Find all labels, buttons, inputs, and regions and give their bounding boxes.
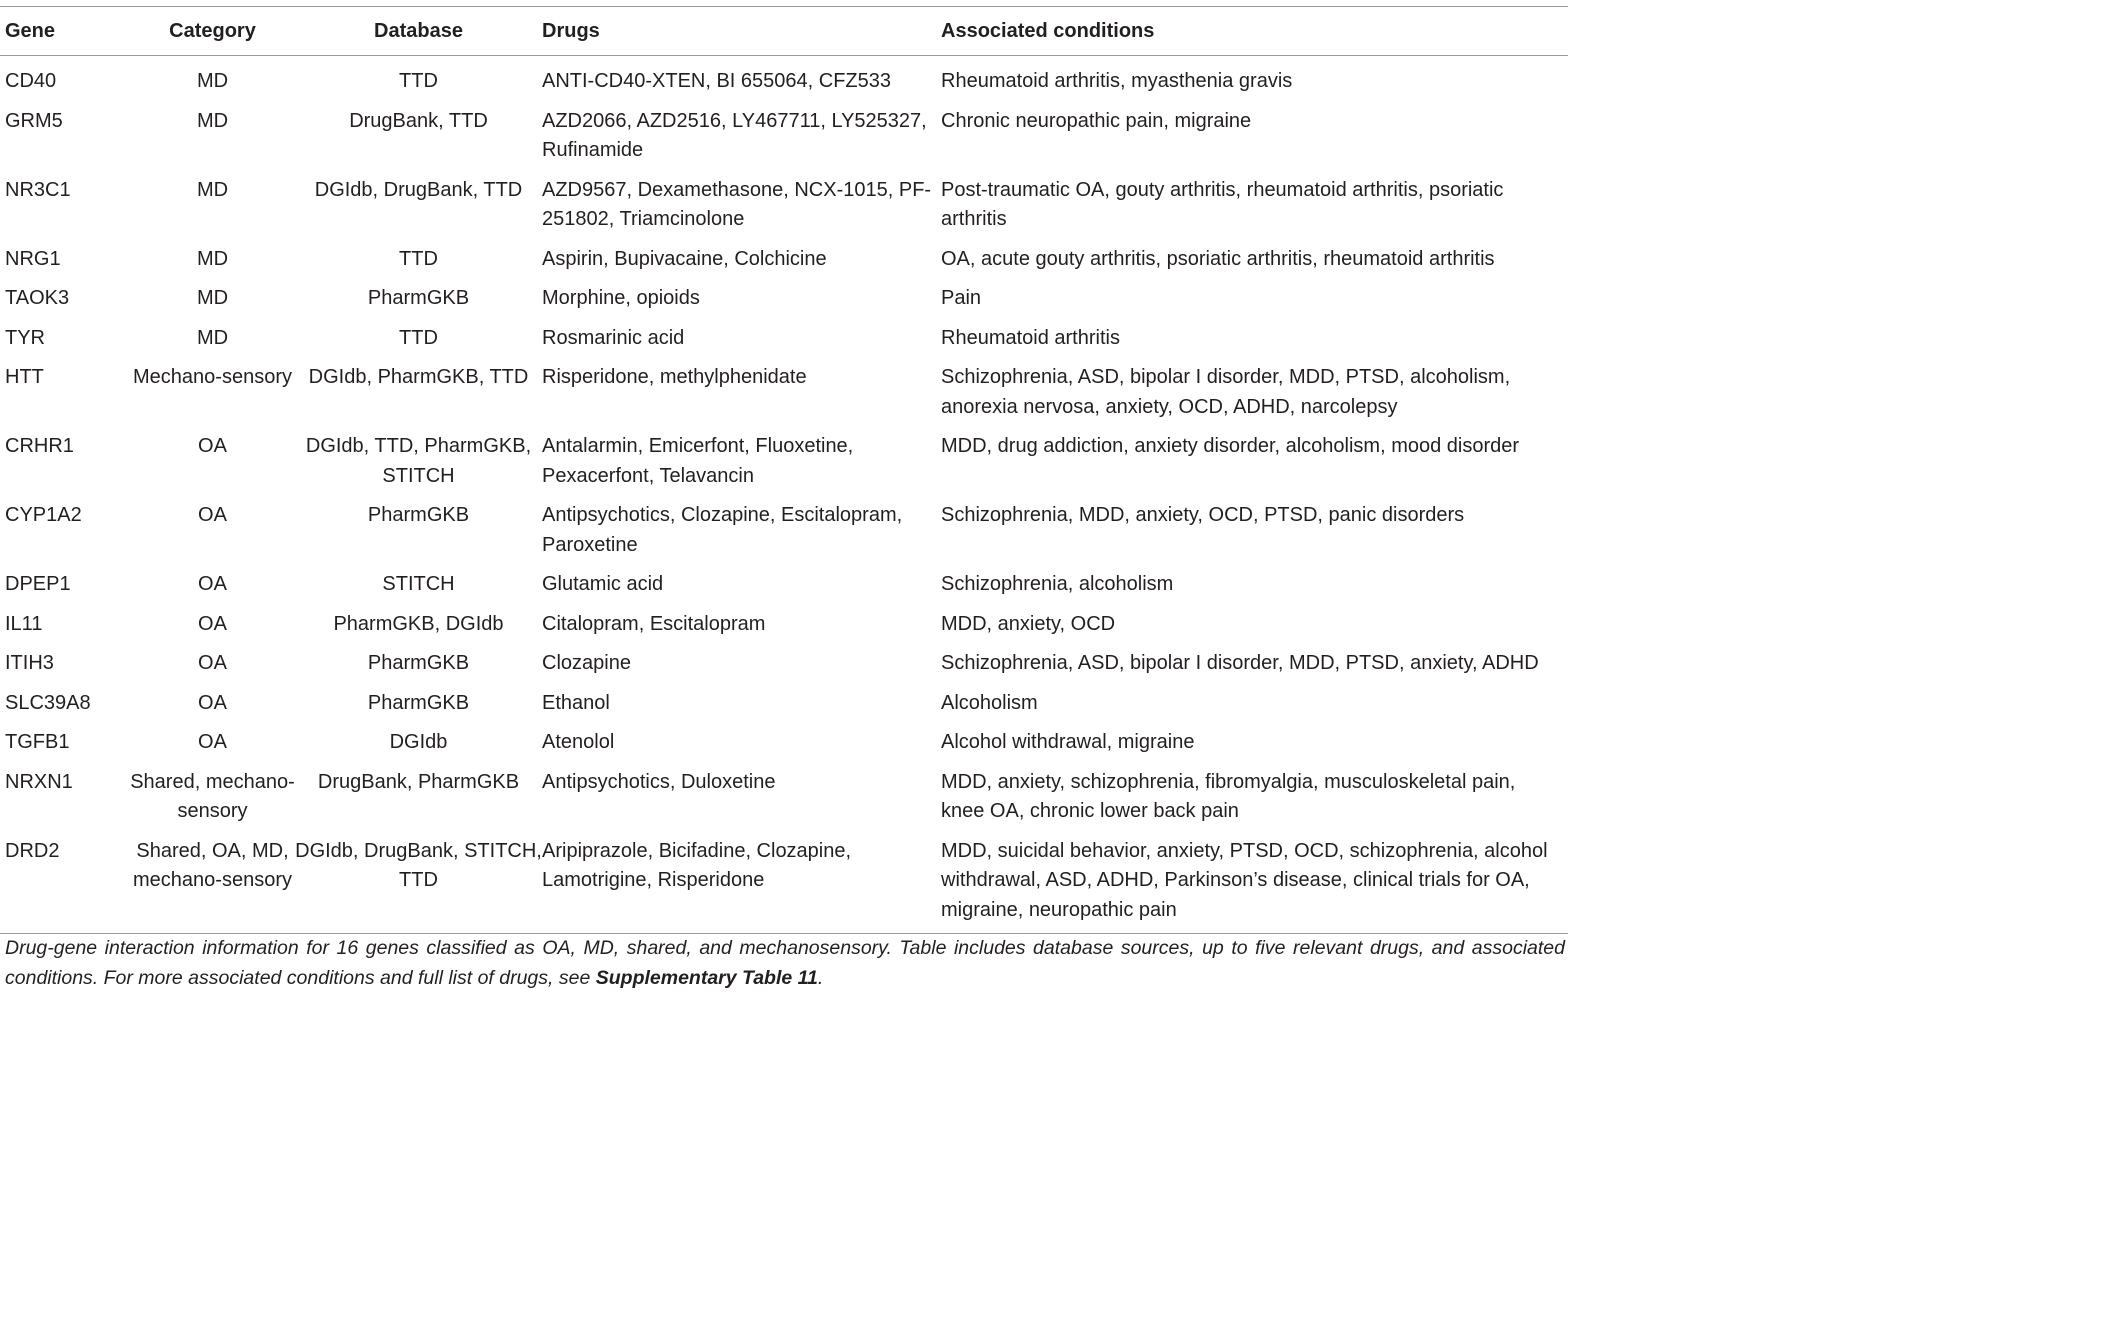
cell-drugs: Aspirin, Bupivacaine, Colchicine [542,247,827,270]
cell-category: Mechano-sensory [133,366,292,388]
header-category: Category [130,7,295,56]
table-row [0,358,1568,427]
cell-associated-conditions: Rheumatoid arthritis [941,326,1120,349]
cell-gene: DPEP1 [5,573,71,595]
cell-gene: NRG1 [5,247,61,270]
cell-database: DGIdb, DrugBank, TTD [314,178,523,201]
table-row [0,102,1568,171]
cell-associated-conditions: Schizophrenia, alcoholism [941,573,1174,595]
cell-drugs: AZD9567, Dexamethasone, NCX-1015, PF-251802, Triamcinolone [542,178,932,230]
cell-drugs: Antipsychotics, Duloxetine [542,770,776,793]
cell-gene: CRHR1 [5,435,74,457]
drug-gene-table [0,6,1568,934]
cell-database: DGIdb [389,731,448,753]
cell-category: OA [198,731,227,753]
cell-category: MD [196,287,229,309]
cell-gene: NRXN1 [5,770,73,793]
cell-category: OA [198,612,227,635]
table-row [0,319,1568,359]
cell-drugs: Rosmarinic acid [542,326,685,349]
cell-category: OA [198,691,227,714]
table-row [0,832,1568,934]
cell-category: Shared, mechano-sensory [130,770,295,822]
cell-associated-conditions: Post-traumatic OA, gouty arthritis, rheumatoid arthritis, psoriatic arthritis [941,178,1504,230]
cell-gene: HTT [5,366,44,388]
table-row [0,684,1568,724]
cell-associated-conditions: Pain [941,287,982,309]
cell-category: MD [196,247,229,270]
cell-database: PharmGKB [367,652,470,674]
cell-associated-conditions: Schizophrenia, MDD, anxiety, OCD, PTSD, panic disorders [941,504,1465,526]
cell-gene: TGFB1 [5,731,70,753]
cell-database: DrugBank, PharmGKB [317,770,520,793]
cell-drugs: Aripiprazole, Bicifadine, Clozapine, Lamotrigine, Risperidone [542,839,852,891]
cell-database: TTD [399,247,438,270]
table-row [0,427,1568,496]
caption-end: . [817,966,824,989]
cell-gene: IL11 [5,612,43,635]
cell-database: PharmGKB, DGIdb [333,612,504,635]
cell-drugs: AZD2066, AZD2516, LY467711, LY525327, Rufinamide [542,109,927,161]
cell-gene: DRD2 [5,839,60,862]
cell-associated-conditions: MDD, anxiety, OCD [941,612,1116,635]
cell-gene: CD40 [5,70,57,92]
table-body [0,56,1568,934]
cell-associated-conditions: Rheumatoid arthritis, myasthenia gravis [941,70,1293,92]
header-associated-conditions: Associated conditions [941,7,1568,56]
table-row [0,763,1568,832]
cell-database: DrugBank, TTD [349,109,488,132]
table-header-row [0,7,1568,56]
cell-drugs: Antalarmin, Emicerfont, Fluoxetine, Pexacerfont, Telavancin [542,435,854,487]
cell-category: OA [198,504,227,526]
header-gene: Gene [0,7,130,56]
cell-database: PharmGKB [367,504,470,526]
cell-drugs: Glutamic acid [542,573,664,595]
cell-category: MD [196,178,229,201]
cell-gene: SLC39A8 [5,691,91,714]
cell-category: MD [196,109,229,132]
cell-associated-conditions: Schizophrenia, ASD, bipolar I disorder, MDD, PTSD, anxiety, ADHD [941,652,1539,674]
table-row [0,565,1568,605]
cell-drugs: Clozapine [542,652,631,674]
cell-associated-conditions: MDD, anxiety, schizophrenia, fibromyalgia, musculoskeletal pain, knee OA, chronic lower back pain [941,770,1516,822]
header-database: Database [295,7,542,56]
cell-drugs: Risperidone, methylphenidate [542,366,807,388]
cell-database: PharmGKB [367,287,470,309]
cell-database: DGIdb, PharmGKB, TTD [308,366,529,388]
caption-reference: Supplementary Table 11 [595,966,818,989]
cell-gene: TAOK3 [5,287,70,309]
cell-associated-conditions: Alcohol withdrawal, migraine [941,731,1195,753]
cell-associated-conditions: MDD, suicidal behavior, anxiety, PTSD, OCD, schizophrenia, alcohol withdrawal, ASD, ADHD, Parkinson’s disease, clinical trials for OA, migraine, neuropathic pain [941,839,1548,921]
cell-gene: ITIH3 [5,652,54,674]
table-row [0,171,1568,240]
caption-text: Drug-gene interaction information for 16 genes classified as OA, MD, shared, and mechanosensory. Table includes database sources, up to five relevant drugs, and associated conditions. For more associated conditions and full list of drugs, see [5,937,1565,989]
cell-drugs: Ethanol [542,691,610,714]
cell-associated-conditions: Schizophrenia, ASD, bipolar I disorder, MDD, PTSD, alcoholism, anorexia nervosa, anxiety, OCD, ADHD, narcolepsy [941,366,1511,418]
cell-drugs: Antipsychotics, Clozapine, Escitalopram, Paroxetine [542,504,903,556]
table-row [0,644,1568,684]
cell-drugs: Atenolol [542,731,615,753]
cell-database: TTD [399,70,438,92]
cell-drugs: Morphine, opioids [542,287,700,309]
table-row [0,56,1568,102]
table-row [0,605,1568,645]
table-row [0,279,1568,319]
table-row [0,240,1568,280]
cell-database: DGIdb, TTD, PharmGKB, STITCH [305,435,532,487]
cell-category: OA [198,435,227,457]
cell-category: MD [196,326,229,349]
cell-drugs: Citalopram, Escitalopram [542,612,766,635]
cell-associated-conditions: Chronic neuropathic pain, migraine [941,109,1252,132]
cell-associated-conditions: MDD, drug addiction, anxiety disorder, alcoholism, mood disorder [941,435,1520,457]
header-drugs: Drugs [542,7,941,56]
cell-category: MD [196,70,229,92]
cell-category: OA [198,573,227,595]
cell-drugs: ANTI-CD40-XTEN, BI 655064, CFZ533 [542,70,892,92]
cell-associated-conditions: Alcoholism [941,691,1038,714]
table-row [0,496,1568,565]
cell-database: DGIdb, DrugBank, STITCH, TTD [295,839,542,891]
cell-gene: CYP1A2 [5,504,82,526]
cell-database: PharmGKB [367,691,470,714]
cell-gene: GRM5 [5,109,63,132]
cell-gene: NR3C1 [5,178,71,201]
cell-gene: TYR [5,326,45,349]
cell-database: STITCH [382,573,455,595]
table-row [0,723,1568,763]
cell-category: Shared, OA, MD, mechano-sensory [133,839,292,891]
table-caption [5,934,1565,993]
cell-associated-conditions: OA, acute gouty arthritis, psoriatic arthritis, rheumatoid arthritis [941,247,1495,270]
cell-database: TTD [399,326,438,349]
cell-category: OA [198,652,227,674]
